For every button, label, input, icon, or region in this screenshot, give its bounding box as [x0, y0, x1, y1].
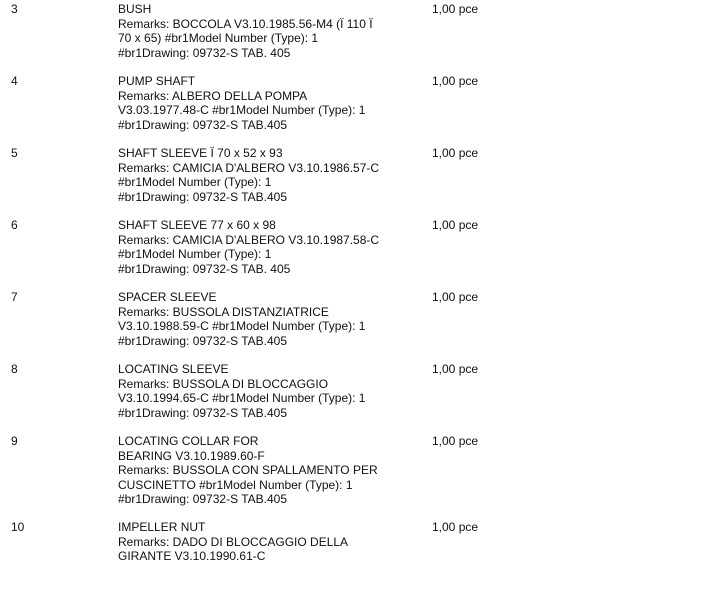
quantity: 1,00 pce — [432, 520, 479, 534]
part-description — [118, 362, 408, 420]
part-row — [0, 520, 725, 592]
part-description — [118, 434, 408, 507]
part-name: SHAFT SLEEVE Ï 70 x 52 x 93 — [118, 146, 283, 160]
remarks-line: V3.10.1994.65-C #br1Model Number (Type): 1 — [118, 391, 366, 405]
remarks-line: #br1Model Number (Type): 1 — [118, 247, 272, 261]
position-number: 8 — [11, 362, 18, 376]
part-row — [0, 362, 725, 434]
remarks-line: V3.03.1977.48-C #br1Model Number (Type): 1 — [118, 103, 366, 117]
part-row — [0, 2, 725, 74]
part-name: SHAFT SLEEVE 77 x 60 x 98 — [118, 218, 276, 232]
part-row — [0, 290, 725, 362]
part-description — [118, 74, 408, 132]
part-name: BUSH — [118, 2, 152, 16]
part-row — [0, 74, 725, 146]
quantity: 1,00 pce — [432, 434, 479, 448]
remarks-line: GIRANTE V3.10.1990.61-C — [118, 549, 266, 563]
remarks-line: V3.10.1988.59-C #br1Model Number (Type): 1 — [118, 319, 366, 333]
quantity: 1,00 pce — [432, 290, 479, 304]
part-name: IMPELLER NUT — [118, 520, 206, 534]
remarks-line: Remarks: DADO DI BLOCCAGGIO DELLA — [118, 534, 349, 549]
part-description — [118, 218, 408, 276]
drawing-line: #br1Drawing: 09732-S TAB. 405 — [118, 261, 291, 276]
position-number: 10 — [11, 520, 25, 534]
part-description — [118, 146, 408, 204]
quantity: 1,00 pce — [432, 74, 479, 88]
drawing-line: #br1Drawing: 09732-S TAB. 405 — [118, 45, 291, 60]
remarks-line: Remarks: BUSSOLA CON SPALLAMENTO PER — [118, 463, 378, 477]
position-number: 3 — [11, 2, 18, 16]
part-name-continued: BEARING V3.10.1989.60-F — [118, 448, 265, 463]
drawing-line: #br1Drawing: 09732-S TAB.405 — [118, 333, 287, 348]
remarks-line: Remarks: BUSSOLA DI BLOCCAGGIO — [118, 376, 329, 391]
quantity: 1,00 pce — [432, 2, 479, 16]
drawing-line: #br1Drawing: 09732-S TAB.405 — [118, 117, 287, 132]
remarks-line: Remarks: ALBERO DELLA POMPA — [118, 88, 308, 103]
remarks-line: Remarks: BOCCOLA V3.10.1985.56-M4 (Ï 110 Ï — [118, 16, 373, 31]
part-description — [118, 290, 408, 348]
drawing-line: #br1Drawing: 09732-S TAB.405 — [118, 405, 287, 420]
remarks-line: CUSCINETTO #br1Model Number (Type): 1 — [118, 477, 353, 492]
part-name: LOCATING COLLAR FOR — [118, 434, 259, 448]
parts-list — [0, 2, 725, 592]
drawing-line: #br1Drawing: 09732-S TAB.405 — [118, 189, 287, 204]
part-row — [0, 218, 725, 290]
position-number: 5 — [11, 146, 18, 160]
drawing-line: #br1Drawing: 09732-S TAB.405 — [118, 492, 287, 506]
position-number: 4 — [11, 74, 18, 88]
part-name: PUMP SHAFT — [118, 74, 196, 88]
part-row — [0, 146, 725, 218]
remarks-line: Remarks: CAMICIA D'ALBERO V3.10.1987.58-C — [118, 232, 380, 247]
position-number: 6 — [11, 218, 18, 232]
position-number: 7 — [11, 290, 18, 304]
part-row — [0, 434, 725, 520]
remarks-line: #br1Model Number (Type): 1 — [118, 175, 272, 189]
position-number: 9 — [11, 434, 18, 448]
remarks-line: Remarks: CAMICIA D'ALBERO V3.10.1986.57-C — [118, 160, 380, 175]
part-description — [118, 520, 408, 564]
quantity: 1,00 pce — [432, 146, 479, 160]
quantity: 1,00 pce — [432, 218, 479, 232]
remarks-line: Remarks: BUSSOLA DISTANZIATRICE — [118, 304, 329, 319]
part-name: LOCATING SLEEVE — [118, 362, 229, 376]
quantity: 1,00 pce — [432, 362, 479, 376]
part-name: SPACER SLEEVE — [118, 290, 217, 304]
remarks-line: 70 x 65) #br1Model Number (Type): 1 — [118, 31, 319, 45]
part-description — [118, 2, 408, 60]
